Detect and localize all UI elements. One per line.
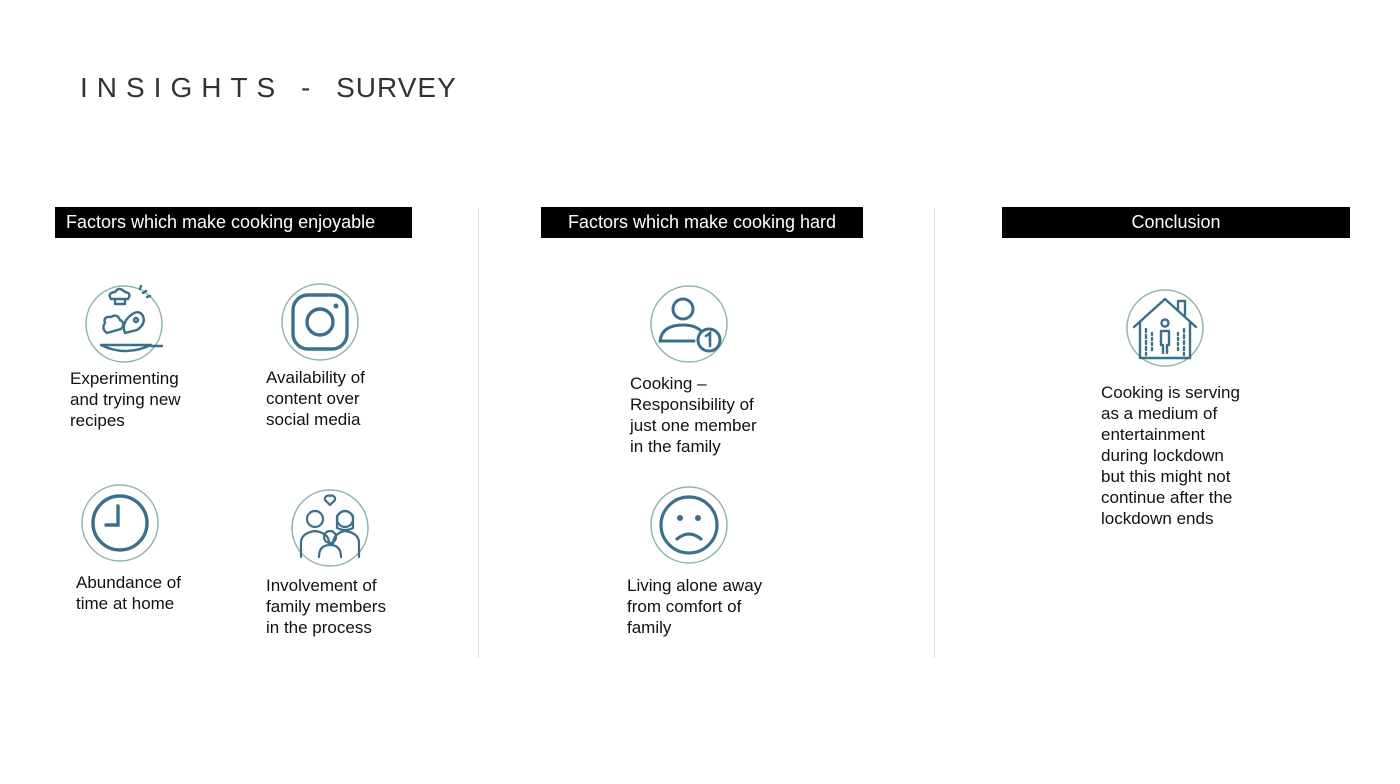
column-divider: [934, 208, 935, 658]
caption-line: social media: [266, 410, 361, 429]
caption-line: Experimenting: [70, 369, 179, 388]
caption-experimenting: [70, 368, 181, 431]
caption-line: Responsibility of: [630, 395, 754, 414]
header-enjoyable: [55, 207, 412, 238]
caption-abundance: [76, 572, 181, 614]
caption-line: in the family: [630, 437, 721, 456]
caption-involvement: [266, 575, 386, 638]
caption-line: Involvement of: [266, 576, 377, 595]
caption-line: but this might not: [1101, 467, 1231, 486]
caption-line: entertainment: [1101, 425, 1205, 444]
page-title: INSIGHTS - SURVEY: [80, 72, 457, 103]
caption-line: Availability of: [266, 368, 365, 387]
caption-line: time at home: [76, 594, 175, 613]
caption-line: Cooking –: [630, 374, 707, 393]
single-user-icon: [650, 285, 728, 363]
clock-icon: [81, 484, 159, 562]
caption-line: from comfort of: [627, 597, 742, 616]
header-enjoyable-label: Factors which make cooking enjoyable: [66, 212, 376, 232]
caption-line: lockdown ends: [1101, 509, 1214, 528]
cooking-pan-icon: [85, 285, 163, 363]
caption-line: and trying new: [70, 390, 181, 409]
caption-line: Living alone away: [627, 576, 763, 595]
caption-responsibility: [630, 373, 757, 457]
caption-line: during lockdown: [1101, 446, 1224, 465]
sad-face-icon: [650, 486, 728, 564]
caption-conclusion: [1101, 382, 1240, 529]
caption-line: continue after the: [1101, 488, 1233, 507]
caption-living-alone: [627, 575, 762, 638]
column-divider: [478, 208, 479, 658]
caption-line: recipes: [70, 411, 125, 430]
header-hard-label: Factors which make cooking hard: [567, 212, 837, 232]
caption-line: Cooking is serving: [1101, 383, 1240, 402]
caption-line: family members: [266, 597, 386, 616]
caption-line: Abundance of: [76, 573, 181, 592]
header-hard: [541, 207, 863, 238]
caption-line: as a medium of: [1101, 404, 1218, 423]
caption-line: just one member: [630, 416, 757, 435]
header-conclusion-label: Conclusion: [1131, 212, 1221, 232]
instagram-icon: [281, 283, 359, 361]
caption-availability: [266, 367, 365, 430]
header-conclusion: [1002, 207, 1350, 238]
stay-home-icon: [1126, 289, 1204, 367]
caption-line: content over: [266, 389, 360, 408]
caption-line: in the process: [266, 618, 372, 637]
caption-line: family: [627, 618, 672, 637]
family-icon: [291, 489, 369, 567]
